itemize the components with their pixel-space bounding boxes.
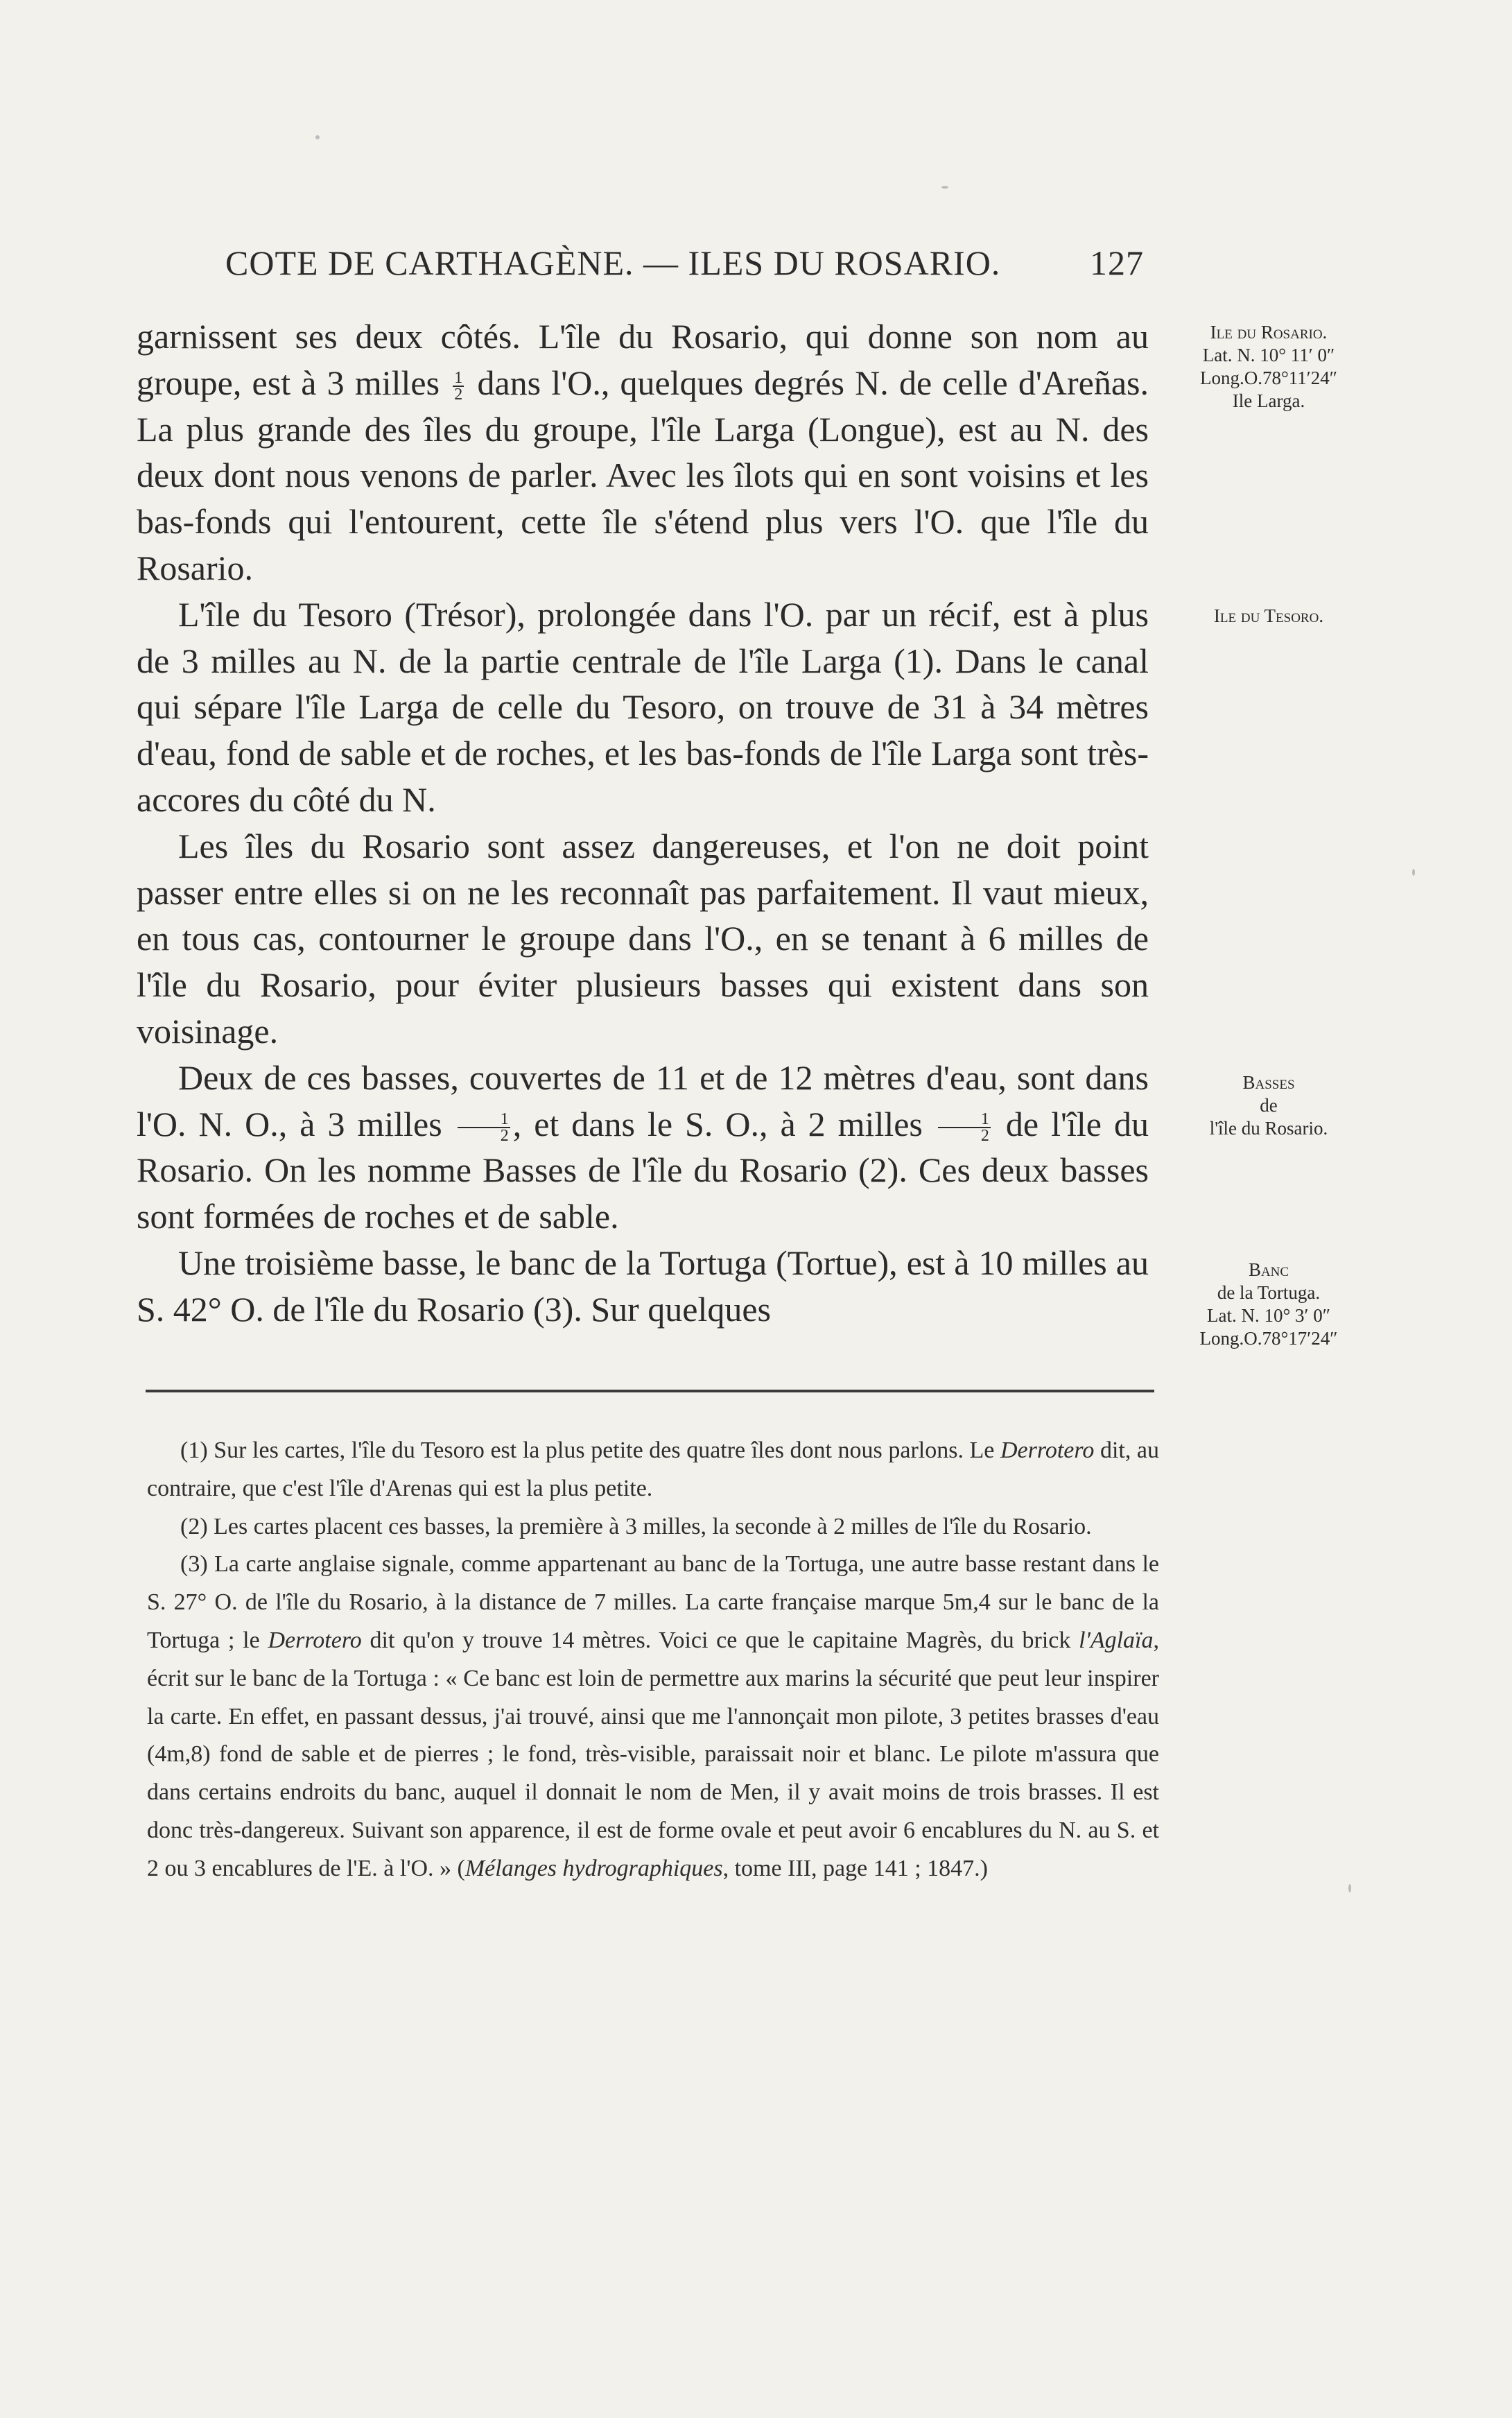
margin-note-tesoro: [1165, 605, 1373, 628]
margin-note-line: de: [1260, 1095, 1278, 1116]
fraction-numerator: 1: [938, 1112, 991, 1128]
margin-note-larga: Ile Larga.: [1232, 390, 1305, 411]
paper-speck: [1348, 1884, 1351, 1892]
text-span: garnissent ses deux côtés. L'île du Rosario, qui donne son nom au groupe, est à 3 milles: [137, 317, 1149, 402]
main-text: [137, 313, 1149, 1333]
footnote-rule: [146, 1390, 1154, 1392]
fraction-denominator: 2: [980, 1127, 989, 1146]
paper-speck: [941, 186, 948, 189]
fraction-numerator: 1: [454, 369, 463, 388]
fraction: [453, 370, 464, 402]
margin-note-line: de la Tortuga.: [1217, 1282, 1321, 1303]
footnotes: [147, 1432, 1159, 1888]
margin-note-latitude: Lat. N. 10° 3′ 0″: [1207, 1305, 1330, 1326]
margin-note-banc: [1165, 1259, 1373, 1350]
footnote-2: (2) Les cartes placent ces basses, la première à 3 milles, la seconde à 2 milles de l'île du Rosario.: [180, 1513, 1092, 1539]
margin-note-latitude: Lat. N. 10° 11′ 0″: [1202, 345, 1335, 365]
fraction-denominator: 2: [454, 386, 463, 404]
margin-note-rosario: [1165, 321, 1373, 413]
text-span: , écrit sur le banc de la Tortuga : « Ce banc est loin de permettre aux marins la sécurité que peut leur inspirer la carte. En effet, en passant dessus, j'ai trouvé, ainsi que me l'annonçait mon pilote, 3 petites brasses d'eau (4m,8) fond de sable et de pierres ; le fond, très-visible, paraissait noir et blanc. Le pilote m'assura que dans certains endroits du banc, auquel il donnait le nom de Men, il y avait moins de trois brasses. Il est donc très-dangereux. Suivant son apparence, il est de forme ovale et peut avoir 6 encablures du N. au S. et 2 ou 3 encablures de l'E. à l'O. » (: [147, 1627, 1160, 1881]
italic-span: l'Aglaïa: [1079, 1627, 1154, 1653]
paragraph-4: [137, 1055, 1149, 1240]
italic-span: Derrotero: [268, 1627, 362, 1653]
paragraph-2: L'île du Tesoro (Trésor), prolongée dans l'O. par un récif, est à plus de 3 milles au N. de la partie centrale de l'île Larga (1). Dans le canal qui sépare l'île Larga de celle du Tesoro, on trouve de 31 à 34 mètres d'eau, fond de sable et de roches, et les bas-fonds de l'île Larga sont très-accores du côté du N.: [137, 594, 1149, 819]
footnote-1: [147, 1432, 1159, 1508]
fraction-numerator: 1: [458, 1112, 510, 1128]
text-span: dans l'O., quelques degrés N. de celle d'Areñas. La plus grande des îles du groupe, l'île Larga (Longue), est au N. des deux dont nous venons de parler. Avec les îlots qui en sont voisins et les bas-fonds qui l'entourent, cette île s'étend plus vers l'O. que l'île du Rosario.: [137, 363, 1149, 587]
text-span: , tome III, page 141 ; 1847.): [722, 1855, 988, 1881]
text-span: (3) La carte anglaise signale, comme appartenant au banc de la Tortuga, une autre basse restant dans le S. 27° O. de l'île du Rosario, à la distance de 7 milles. La carte française marque 5m,4 sur le banc de la Tortuga ; le: [147, 1551, 1159, 1653]
text-span: , et dans le S. O., à 2 milles: [512, 1104, 923, 1143]
text-span: (1) Sur les cartes, l'île du Tesoro est la plus petite des quatre îles dont nous parlons. Le: [180, 1437, 995, 1463]
margin-note-title: Ile du Tesoro.: [1213, 605, 1324, 626]
running-header: [225, 243, 1144, 283]
italic-span: Mélanges hydrographiques: [464, 1855, 723, 1881]
paragraph-3: Les îles du Rosario sont assez dangereuses, et l'on ne doit point passer entre elles si on ne les reconnaît pas parfaitement. Il vaut mieux, en tous cas, contourner le groupe dans l'O., en se tenant à 6 milles de l'île du Rosario, pour éviter plusieurs basses qui existent dans son voisinage.: [137, 826, 1149, 1051]
text-span: dit, au contraire, que c'est l'île d'Arenas qui est la plus petite.: [147, 1437, 1160, 1501]
paragraph-5: Une troisième basse, le banc de la Tortuga (Tortue), est à 10 milles au S. 42° O. de l'île du Rosario (3). Sur quelques: [137, 1243, 1149, 1329]
margin-note-line: l'île du Rosario.: [1209, 1118, 1328, 1139]
margin-note-basses: [1165, 1071, 1373, 1140]
margin-note-line: Banc: [1248, 1259, 1289, 1280]
page-number: 127: [1090, 243, 1144, 282]
fraction: [458, 1110, 510, 1146]
fraction: [938, 1110, 991, 1146]
text-span: de l'île du Rosario. On les nomme Basses de l'île du Rosario (2). Ces deux basses sont formées de roches et de sable.: [137, 1104, 1149, 1236]
footnote-3: [147, 1546, 1159, 1888]
paper-speck: [1412, 869, 1415, 876]
margin-note-line: Basses: [1242, 1072, 1295, 1093]
fraction-denominator: 2: [500, 1127, 509, 1146]
margin-note-longitude: Long.O.78°11′24″: [1200, 368, 1337, 388]
paper-speck: [315, 135, 320, 139]
italic-span: Derrotero: [1000, 1437, 1095, 1463]
header-title: COTE DE CARTHAGÈNE. — ILES DU ROSARIO.: [225, 243, 1001, 282]
paragraph-1: [137, 313, 1149, 591]
text-span: Deux de ces basses, couvertes de 11 et de 12 mètres d'eau, sont dans l'O. N. O., à 3 milles: [137, 1057, 1149, 1143]
text-span: dit qu'on y trouve 14 mètres. Voici ce que le capitaine Magrès, du brick: [370, 1627, 1071, 1653]
margin-note-title: Ile du Rosario.: [1210, 322, 1328, 343]
margin-note-longitude: Long.O.78°17′24″: [1199, 1328, 1338, 1349]
